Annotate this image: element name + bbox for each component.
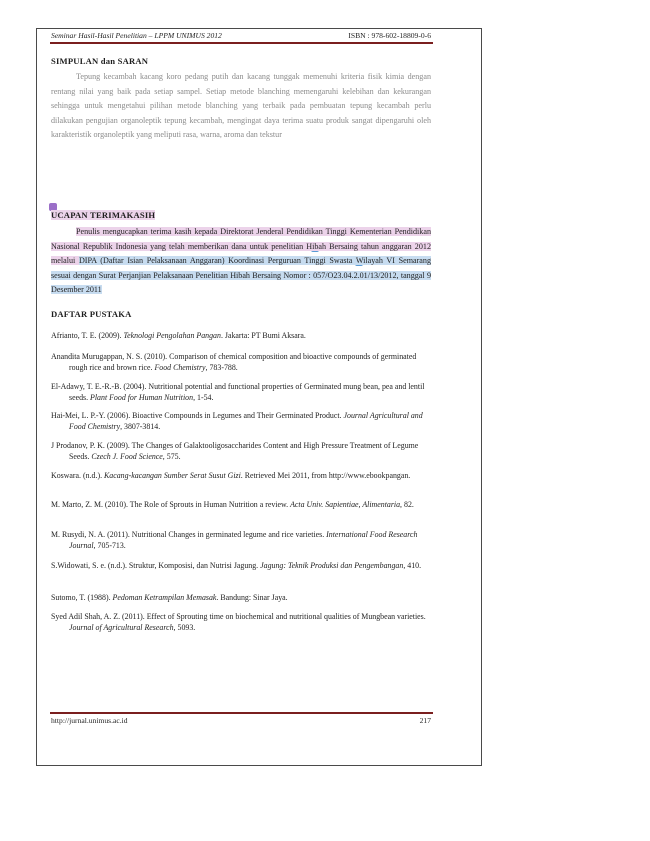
header-left: Seminar Hasil-Hasil Penelitian – LPPM UNIMUS 2012 xyxy=(51,31,222,40)
reference-text: Sutomo, T. (1988). xyxy=(51,593,113,602)
reference-tail: . Retrieved Mei 2011, from http://www.ebookpangan. xyxy=(240,471,411,480)
reference-tail: . Jakarta: PT Bumi Aksara. xyxy=(220,331,306,340)
reference-title: Kacang-kacangan Sumber Serat Susut Gizi xyxy=(104,471,241,480)
simpulan-text: Tepung kecambah kacang koro pedang putih dan kacang tunggak memenuhi kriteria fisik kimia dengan rentang nilai yang baik pada setiap sampel. Setiap metode blanching memengaruhi kelebihan dan kekurangan sehingga untuk mengetahui pilihan metode blanching yang terbaik pada pembuatan tepung kecambah perlu dilakukan pengujian organoleptik tepung kecambah, mengingat daya terima suatu produk sangat dipengaruhi oleh karakteristik organoleptik yang meliputi rasa, warna, aroma dan tekstur xyxy=(51,72,431,140)
reference-tail: . Bandung: Sinar Jaya. xyxy=(216,593,288,602)
footer-rule xyxy=(50,712,433,714)
reference-title: Journal Agricultural and Food Chemistry xyxy=(69,411,423,432)
ucapan-section xyxy=(51,205,431,298)
reference-item xyxy=(51,330,431,341)
reference-text: J Prodanov, P. K. (2009). The Changes of Galaktooligosaccharides Content and High Pressure Treatment of Legume Seeds. xyxy=(51,441,419,462)
reference-text: Afrianto, T. E. (2009). xyxy=(51,331,124,340)
reference-item xyxy=(51,611,431,633)
reference-text: M. Rusydi, N. A. (2011). Nutritional Changes in germinated legume and rice varieties. xyxy=(51,530,327,539)
reference-tail: , 783-788. xyxy=(205,363,238,373)
reference-tail: , 1-54. xyxy=(193,393,214,403)
reference-title: International Food Research Journal xyxy=(69,530,418,551)
page-footer xyxy=(51,716,431,725)
reference-title: Plant Food for Human Nutrition xyxy=(90,393,194,403)
reference-text: Anandita Murugappan, N. S. (2010). Comparison of chemical composition and bioactive compounds of germinated rough rice and brown rice. xyxy=(51,352,417,373)
header-rule xyxy=(50,42,433,44)
daftar-heading: DAFTAR PUSTAKA xyxy=(51,309,132,319)
reference-item xyxy=(51,351,431,373)
reference-item xyxy=(51,440,431,462)
ucapan-pink-text[interactable]: Penulis mengucapkan terima kasih kepada Direktorat Jenderal Pendidikan Tinggi Kementerian Pendidikan Nasional Republik Indonesia yang telah memberikan dana untuk penelitian Hibah Bersaing tahun anggaran 2012 melalui xyxy=(51,227,431,266)
reference-title: Acta Univ. Sapientiae, Alimentaria xyxy=(290,500,401,509)
reference-title: Food Chemistry xyxy=(154,363,206,373)
reference-item xyxy=(51,560,431,571)
reference-item xyxy=(51,592,431,603)
reference-item xyxy=(51,410,431,432)
ucapan-plain-text[interactable]: Penelitian Hibah Bersaing Nomor : 057/O23.04.2.01/13/2012, tanggal 9 Desember 2011 xyxy=(51,270,431,295)
reference-item xyxy=(51,381,431,403)
ucapan-paragraph xyxy=(51,225,431,298)
reference-item xyxy=(51,499,431,510)
reference-tail: , 410. xyxy=(403,561,422,570)
reference-tail: , 575. xyxy=(162,452,181,462)
reference-title: Teknologi Pengolahan Pangan xyxy=(123,331,221,340)
reference-item xyxy=(51,470,431,481)
reference-text: M. Marto, Z. M. (2010). The Role of Sprouts in Human Nutrition a review. xyxy=(51,500,291,509)
ucapan-heading: UCAPAN TERIMAKASIH xyxy=(51,210,156,220)
reference-tail: , 5093. xyxy=(173,623,196,633)
reference-tail: , 705-713. xyxy=(93,541,126,551)
reference-text: El-Adawy, T. E.-R.-B. (2004). Nutritional potential and functional properties of Germinated mung bean, pea and lentil seeds. xyxy=(51,382,425,403)
ucapan-blue-text[interactable]: DIPA (Daftar Isian Pelaksanaan Anggaran) Koordinasi Perguruan Tinggi Swasta Wilayah VI Semarang sesuai dengan Surat Perjanjian Pelaksanaan xyxy=(51,256,431,280)
reference-tail: , 82. xyxy=(400,500,414,509)
page-header xyxy=(51,31,431,40)
reference-tail: , 3807-3814. xyxy=(120,422,161,432)
header-right: ISBN : 978-602-18809-0-6 xyxy=(348,31,431,40)
simpulan-section xyxy=(51,56,431,143)
reference-text: S.Widowati, S. e. (n.d.). Struktur, Komposisi, dan Nutrisi Jagung. xyxy=(51,561,261,570)
page-number: 217 xyxy=(419,716,431,725)
reference-text: Syed Adil Shah, A. Z. (2011). Effect of Sprouting time on biochemical and nutritional qualities of Mungbean varieties. xyxy=(51,612,426,621)
simpulan-heading: SIMPULAN dan SARAN xyxy=(51,56,149,66)
reference-text: Koswara. (n.d.). xyxy=(51,471,105,480)
reference-title: Journal of Agricultural Research xyxy=(69,623,174,633)
footer-url[interactable]: http://jurnal.unimus.ac.id xyxy=(51,716,128,725)
reference-title: Jagung: Teknik Produksi dan Pengembangan xyxy=(260,561,404,570)
reference-text: Hai-Mei, L. P.-Y. (2006). Bioactive Compounds in Legumes and Their Germinated Product. xyxy=(51,411,344,420)
reference-title: Pedoman Ketrampilan Memasak xyxy=(112,593,217,602)
reference-item xyxy=(51,529,431,551)
reference-title: Czech J. Food Science xyxy=(91,452,163,462)
simpulan-paragraph xyxy=(51,70,431,143)
daftar-pustaka-section xyxy=(51,309,431,319)
